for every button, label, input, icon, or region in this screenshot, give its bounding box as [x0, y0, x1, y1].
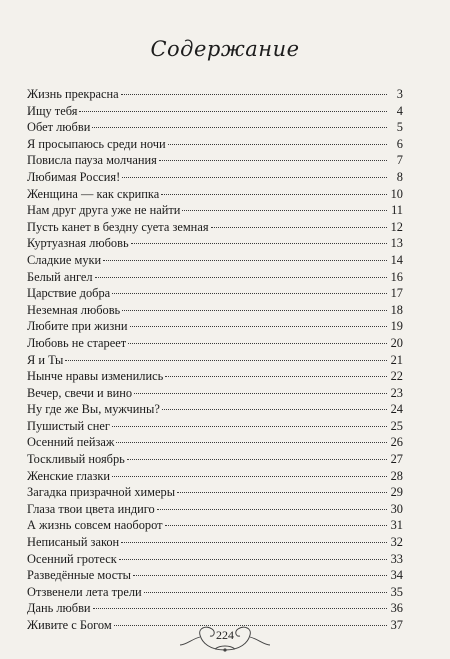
- toc-entry-title: Женские глазки: [27, 468, 111, 483]
- toc-entry-title: Любовь не стареет: [27, 335, 127, 350]
- toc-entry-page: 22: [390, 369, 403, 384]
- toc-entry-page: 33: [390, 551, 403, 566]
- toc-entry-page: 13: [390, 236, 403, 251]
- dot-leader: [112, 426, 387, 427]
- toc-entry-title: Нам друг друга уже не найти: [27, 203, 181, 218]
- toc-entry: [27, 269, 403, 286]
- toc-entry-page: 21: [390, 352, 403, 367]
- dot-leader: [182, 210, 387, 211]
- toc-entry-page: 37: [390, 618, 403, 632]
- toc-entry-page: 31: [390, 518, 403, 533]
- page-title: Содержание: [150, 37, 300, 61]
- toc-entry-title: Неземная любовь: [27, 302, 121, 317]
- toc-entry-title: Загадка призрачной химеры: [27, 485, 176, 500]
- toc-entry: [27, 451, 403, 468]
- dot-leader: [165, 376, 387, 377]
- toc-entry: [27, 418, 403, 435]
- toc-entry: [27, 600, 403, 617]
- toc-entry-title: Я просыпаюсь среди ночи: [27, 136, 166, 151]
- toc-entry-title: Дань любви: [27, 601, 91, 616]
- dot-leader: [112, 476, 387, 477]
- toc-entry: [27, 551, 403, 568]
- toc-entry-page: 14: [390, 252, 403, 267]
- toc-entry-title: Повисла пауза молчания: [27, 153, 157, 168]
- dot-leader: [168, 144, 387, 145]
- toc-entry-title: Разведённые мосты: [27, 568, 131, 583]
- toc-entry-title: Вечер, свечи и вино: [27, 385, 133, 400]
- toc-entry-title: Пусть канет в бездну суета земная: [27, 219, 209, 234]
- toc-entry-title: Белый ангел: [27, 269, 93, 284]
- toc-entry: [27, 352, 403, 369]
- toc-entry-page: 3: [396, 87, 403, 101]
- toc-entry-page: 28: [390, 468, 403, 483]
- toc-entry-page: 7: [396, 153, 403, 168]
- toc-entry: [27, 401, 403, 418]
- dot-leader: [121, 94, 387, 95]
- toc-entry-title: Царствие добра: [27, 286, 111, 301]
- toc-entry: [27, 567, 403, 584]
- toc-entry-page: 26: [390, 435, 403, 450]
- toc-entry-title: Пушистый снег: [27, 418, 110, 433]
- toc-entry-page: 12: [390, 219, 403, 234]
- dot-leader: [130, 326, 387, 327]
- toc-entry-title: Обет любви: [27, 120, 91, 135]
- toc-entry-title: А жизнь совсем наоборот: [27, 518, 163, 533]
- toc-entry: [27, 302, 403, 319]
- toc-entry-title: Неписаный закон: [27, 535, 120, 550]
- toc-entry-page: 10: [390, 186, 403, 201]
- toc-entry: [27, 219, 403, 236]
- dot-leader: [131, 243, 387, 244]
- dot-leader: [103, 260, 387, 261]
- toc-entry: [27, 136, 403, 153]
- dot-leader: [122, 177, 387, 178]
- toc-entry-title: Жизнь прекрасна: [27, 87, 119, 101]
- dot-leader: [144, 592, 387, 593]
- toc-entry-page: 19: [390, 319, 403, 334]
- dot-leader: [165, 525, 387, 526]
- toc-entry: [27, 468, 403, 485]
- toc-entry-title: Тоскливый ноябрь: [27, 452, 125, 467]
- toc-entry: [27, 318, 403, 335]
- dot-leader: [161, 194, 387, 195]
- toc-entry-page: 5: [396, 120, 403, 135]
- toc-entry-page: 24: [390, 402, 403, 417]
- toc-entry: [27, 285, 403, 302]
- toc-entry: [27, 103, 403, 120]
- toc-entry: [27, 434, 403, 451]
- dot-leader: [112, 293, 387, 294]
- toc-entry-title: Живите с Богом: [27, 618, 112, 632]
- dot-leader: [95, 277, 387, 278]
- dot-leader: [211, 227, 387, 228]
- toc-entry-title: Отзвенели лета трели: [27, 584, 142, 599]
- dot-leader: [121, 542, 387, 543]
- dot-leader: [159, 160, 387, 161]
- toc-entry-page: 18: [390, 302, 403, 317]
- page-number: 224: [216, 628, 234, 642]
- dot-leader: [116, 442, 387, 443]
- toc-entry-page: 6: [396, 136, 403, 151]
- toc-entry-title: Женщина — как скрипка: [27, 186, 160, 201]
- toc-entry-page: 25: [390, 418, 403, 433]
- toc-entry: [27, 235, 403, 252]
- toc-entry-page: 16: [390, 269, 403, 284]
- toc-entry: [27, 584, 403, 601]
- table-of-contents: [27, 86, 403, 634]
- dot-leader: [157, 509, 387, 510]
- dot-leader: [122, 310, 387, 311]
- dot-leader: [65, 360, 387, 361]
- toc-entry-page: 23: [390, 385, 403, 400]
- toc-entry-page: 35: [390, 584, 403, 599]
- toc-entry-page: 34: [390, 568, 403, 583]
- toc-entry: [27, 484, 403, 501]
- toc-entry: [27, 252, 403, 269]
- toc-entry-title: Осенний пейзаж: [27, 435, 115, 450]
- dot-leader: [79, 111, 387, 112]
- toc-entry-page: 4: [396, 103, 403, 118]
- dot-leader: [92, 127, 387, 128]
- toc-entry-title: Сладкие муки: [27, 252, 102, 267]
- toc-entry: [27, 202, 403, 219]
- dot-leader: [177, 492, 387, 493]
- toc-entry-title: Ищу тебя: [27, 103, 78, 118]
- toc-entry: [27, 501, 403, 518]
- toc-entry-title: Осенний гротеск: [27, 551, 117, 566]
- toc-entry: [27, 86, 403, 103]
- dot-leader: [119, 559, 387, 560]
- toc-entry-title: Любимая Россия!: [27, 169, 121, 184]
- toc-entry: [27, 119, 403, 136]
- toc-entry-title: Куртуазная любовь: [27, 236, 129, 251]
- dot-leader: [134, 393, 387, 394]
- toc-entry-page: 29: [390, 485, 403, 500]
- toc-entry-page: 17: [390, 286, 403, 301]
- toc-entry-page: 32: [390, 535, 403, 550]
- toc-entry: [27, 152, 403, 169]
- dot-leader: [128, 343, 387, 344]
- dot-leader: [162, 409, 387, 410]
- toc-entry-title: Нынче нравы изменились: [27, 369, 164, 384]
- toc-entry-page: 20: [390, 335, 403, 350]
- toc-entry-title: Глаза твои цвета индиго: [27, 501, 155, 516]
- toc-entry-page: 36: [390, 601, 403, 616]
- toc-entry: [27, 517, 403, 534]
- toc-entry-page: 11: [391, 203, 403, 218]
- page-footer: [0, 623, 450, 653]
- toc-entry-title: Ну где же Вы, мужчины?: [27, 402, 160, 417]
- toc-entry-page: 27: [390, 452, 403, 467]
- toc-entry: [27, 534, 403, 551]
- toc-entry: [27, 169, 403, 186]
- toc-entry-page: 30: [390, 501, 403, 516]
- toc-entry: [27, 335, 403, 352]
- toc-entry: [27, 385, 403, 402]
- dot-leader: [93, 608, 387, 609]
- dot-leader: [127, 459, 387, 460]
- toc-entry-title: Я и Ты: [27, 352, 64, 367]
- toc-entry: [27, 186, 403, 203]
- toc-entry-title: Любите при жизни: [27, 319, 128, 334]
- toc-entry: [27, 368, 403, 385]
- dot-leader: [133, 575, 387, 576]
- toc-entry-page: 8: [396, 169, 403, 184]
